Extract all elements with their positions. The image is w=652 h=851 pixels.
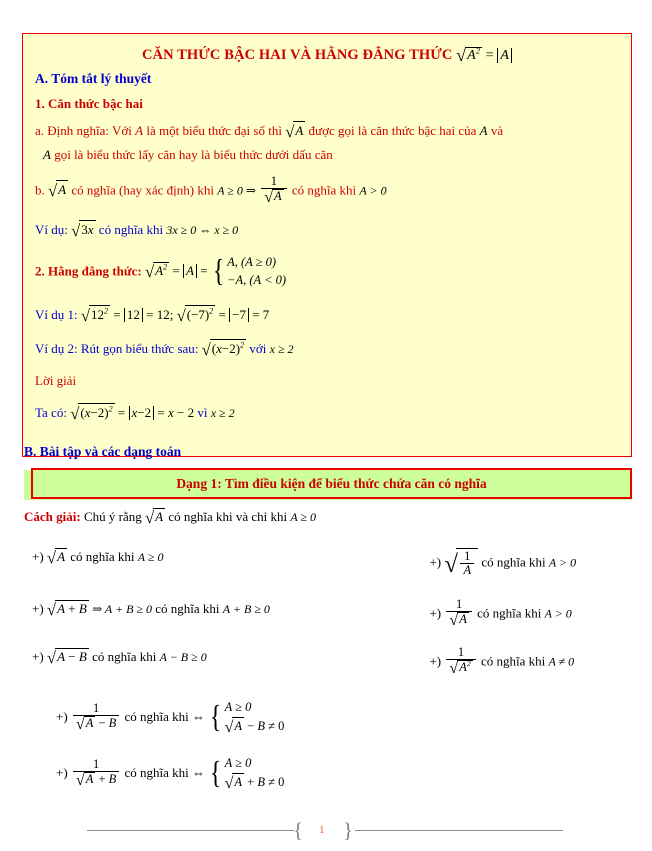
definition-b-line: [35, 173, 621, 206]
formula-condition: A > 0: [548, 555, 577, 570]
subsection-2-formula: $√A^2 = A$ = { A, (A ≥ 0) −A, (A < 0): [145, 253, 287, 289]
bullet-marker: +): [429, 653, 442, 669]
formula-condition: A ≥ 0: [137, 550, 164, 564]
bullet-marker: +): [32, 649, 44, 664]
formula-expr: √A + B: [46, 599, 87, 619]
page-number: 1: [319, 824, 325, 836]
formula-implication: ⇒ A + B ≥ 0: [92, 602, 153, 616]
definition-a-text-3: được gọi là căn thức bậc hai của: [308, 123, 477, 138]
formula-item-sqrt-a-plus-b: [24, 600, 421, 617]
example-vidu-radical: √3x: [71, 220, 94, 240]
formula-phrase: có nghĩa khi: [477, 605, 542, 621]
subsection-2-case-2: −A, (A < 0): [227, 272, 287, 287]
section-b-heading: B. Bài tập và các dạng toán: [24, 444, 182, 459]
definition-a-line2: [43, 146, 621, 165]
formula-item-one-over-sqrt-a-plus-b: [24, 756, 284, 793]
definition-b-text-2: có nghĩa khi: [291, 182, 357, 198]
solution-heading: Lời giải: [35, 372, 77, 388]
formula-system: [208, 699, 285, 737]
formula-item-sqrt-one-over-a: [421, 548, 632, 577]
definition-a-var-2: A: [479, 123, 488, 138]
footer-rule-right: [355, 830, 563, 831]
formula-expr: $\frac{1}{√A - B}$: [71, 709, 121, 724]
formula-item-sqrt-a-minus-b: [24, 648, 421, 665]
section-a-heading: A. Tóm tắt lý thuyết: [35, 71, 152, 86]
definition-a-text-1: Với: [112, 123, 132, 138]
method-label: Cách giải:: [24, 509, 81, 524]
formula-expr: $\frac{1}{√A}$: [444, 605, 473, 620]
formula-expr: √A: [46, 547, 66, 567]
formula-phrase: có nghĩa khi ⇔: [124, 709, 206, 725]
formula-grid: [24, 548, 632, 812]
formula-item-sqrt-a: [24, 548, 421, 565]
example-vidu-label: Ví dụ:: [35, 221, 68, 237]
example-2-math: $√(x-2)^2$: [201, 339, 245, 359]
formula-row: [24, 548, 632, 600]
example-2-condition: x ≥ 2: [269, 341, 294, 356]
formula-case-1: A ≥ 0: [224, 700, 252, 715]
definition-a-label: a. Định nghĩa:: [35, 123, 110, 138]
solution-line: [35, 403, 621, 423]
definition-b-frac-num: 1: [270, 173, 278, 188]
formula-condition: A − B ≥ 0: [159, 650, 207, 664]
formula-phrase: có nghĩa khi: [155, 601, 220, 616]
example-1-label: Ví dụ 1:: [35, 307, 78, 322]
example-1-line: [35, 305, 621, 325]
page-footer: [0, 816, 652, 846]
formula-phrase: có nghĩa khi: [480, 653, 546, 669]
example-vidu-line: [35, 220, 621, 240]
definition-a-var-1: A: [135, 123, 144, 138]
definition-a-line1: [35, 121, 621, 141]
subsection-2-heading-line: [35, 255, 621, 291]
formula-phrase: có nghĩa khi: [92, 649, 157, 664]
method-radical: √A: [144, 507, 164, 527]
method-text-2: có nghĩa khi và chỉ khi: [168, 509, 288, 524]
theory-box: [22, 33, 632, 457]
method-condition: A ≥ 0: [290, 510, 317, 524]
footer-rule-left: [87, 830, 294, 831]
example-vidu-condition: 3x ≥ 0 ⇔ x ≥ 0: [166, 222, 239, 237]
formula-item-one-over-sqrt-a-squared: [421, 645, 632, 678]
formula-row: [24, 597, 632, 648]
method-line: [24, 508, 316, 525]
bullet-marker: +): [56, 765, 68, 781]
dang-1-banner: Dạng 1: Tìm điều kiện để biểu thức chứa căn có nghĩa: [31, 468, 632, 499]
solution-text: vì: [197, 404, 208, 420]
bullet-marker: +): [32, 601, 44, 616]
formula-phrase: có nghĩa khi: [70, 549, 135, 564]
bullet-marker: +): [429, 554, 442, 570]
page-title-formula: $√A^2 = A$: [456, 48, 512, 63]
bullet-marker: +): [56, 709, 68, 725]
case-brace: {: [210, 755, 222, 791]
footer-brace-left-icon: {: [293, 818, 304, 842]
bullet-marker: +): [429, 605, 442, 621]
definition-b-fraction: $\frac{1}{√A}$: [259, 182, 288, 197]
definition-a-line2-text: gọi là biểu thức lấy căn hay là biểu thức dưới dấu căn: [54, 146, 333, 162]
footer-brace-right-icon: }: [343, 818, 354, 842]
definition-b-label: b.: [35, 182, 45, 198]
formula-row: [24, 700, 632, 756]
example-vidu-text: có nghĩa khi: [98, 221, 164, 237]
definition-a-text-2: là một biểu thức đại số thì: [146, 123, 282, 138]
definition-a-text-4: và: [490, 123, 504, 138]
page-title-text: CĂN THỨC BẬC HAI VÀ HẰNG ĐẲNG THỨC: [141, 47, 453, 63]
formula-item-one-over-sqrt-a: [421, 597, 632, 630]
formula-system: [208, 755, 285, 793]
definition-b-text-1: có nghĩa (hay xác định) khi: [71, 182, 214, 198]
definition-b-condition-1: A ≥ 0 ⇒: [217, 183, 256, 198]
formula-item-one-over-sqrt-a-minus-b: [24, 700, 284, 737]
subsection-2-case-1: A, (A ≥ 0): [227, 254, 277, 269]
page-title: [33, 47, 621, 64]
definition-a-radical: √A: [285, 121, 304, 141]
subsection-1-heading: 1. Căn thức bậc hai: [35, 96, 143, 111]
method-text-1: Chú ý rằng: [83, 509, 142, 524]
formula-case-2: √A − B ≠ 0: [224, 719, 285, 737]
case-brace: {: [210, 699, 222, 735]
formula-expr: $\frac{1}{√A^2}$: [444, 653, 477, 668]
bullet-marker: +): [32, 549, 44, 564]
formula-expr: √ $\frac{1}{A}$: [444, 555, 478, 570]
solution-condition: x ≥ 2: [210, 405, 235, 420]
subsection-2-heading: 2. Hằng đẳng thức:: [35, 263, 142, 279]
solution-math: $√(x-2)^2 = x-2 = x - 2$: [70, 403, 195, 423]
example-2-label: Ví dụ 2: Rút gọn biểu thức sau:: [35, 340, 199, 356]
formula-case-2: √A + B ≠ 0: [224, 775, 285, 793]
case-brace: {: [212, 253, 225, 289]
formula-row: [24, 756, 632, 812]
example-2-line: [35, 339, 621, 359]
formula-expr: √A − B: [46, 647, 87, 667]
definition-b-condition-2: A > 0: [359, 183, 387, 198]
formula-condition: A + B ≥ 0: [222, 602, 270, 616]
formula-phrase: có nghĩa khi ⇔: [124, 765, 206, 781]
example-1-math: $√12^2 = 12 = 12$; $√(-7)^2 = -7 = 7$: [80, 305, 270, 325]
formula-phrase: có nghĩa khi: [481, 554, 546, 570]
formula-case-1: A ≥ 0: [224, 756, 252, 771]
formula-row: [24, 645, 632, 700]
formula-condition: A ≠ 0: [548, 654, 575, 669]
definition-b-radical: √A: [48, 181, 67, 201]
example-2-text: với: [249, 340, 267, 356]
solution-taco-label: Ta có:: [35, 404, 67, 420]
definition-a-line2-var: A: [43, 146, 51, 162]
formula-expr: $\frac{1}{√A + B}$: [71, 765, 121, 780]
formula-condition: A > 0: [544, 606, 572, 621]
